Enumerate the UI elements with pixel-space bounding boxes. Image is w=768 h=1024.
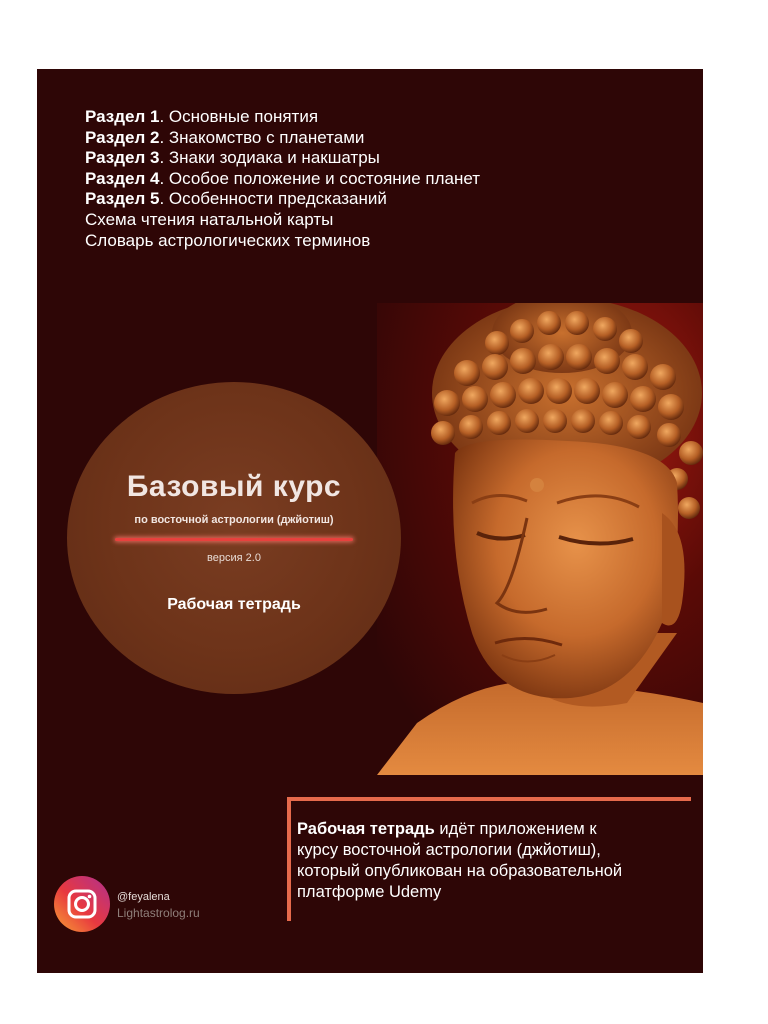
instagram-handle[interactable]: @feyalena <box>117 891 170 903</box>
note-box <box>287 797 691 921</box>
social-info <box>117 889 200 921</box>
course-subtitle: по восточной астрологии (джйотиш) <box>134 514 334 526</box>
course-title: Базовый курс <box>126 470 342 503</box>
toc-item: Схема чтения натальной карты <box>85 209 334 229</box>
buddha-statue-image <box>377 303 703 775</box>
version-label: версия 2.0 <box>207 552 261 564</box>
table-of-contents <box>85 107 480 251</box>
glowing-divider <box>115 538 353 541</box>
toc-item: Раздел 2. Знакомство с планетами <box>85 127 365 147</box>
toc-item: Раздел 3. Знаки зодиака и накшатры <box>85 148 380 168</box>
toc-item: Раздел 1. Основные понятия <box>85 107 319 126</box>
toc-item: Раздел 5. Особенности предсказаний <box>85 189 387 209</box>
title-disc <box>67 382 401 694</box>
instagram-icon[interactable] <box>53 875 111 933</box>
website-link[interactable]: Lightastrolog.ru <box>117 906 200 920</box>
book-cover <box>37 69 703 973</box>
toc-item: Словарь астрологических терминов <box>85 230 371 250</box>
note-text: Рабочая тетрадь идёт приложением к курсу восточной астрологии (джйотиш), который опубликован на образовательной платформе Udemy <box>297 820 623 901</box>
notebook-label: Рабочая тетрадь <box>167 596 301 613</box>
toc-item: Раздел 4. Особое положение и состояние планет <box>85 168 481 188</box>
